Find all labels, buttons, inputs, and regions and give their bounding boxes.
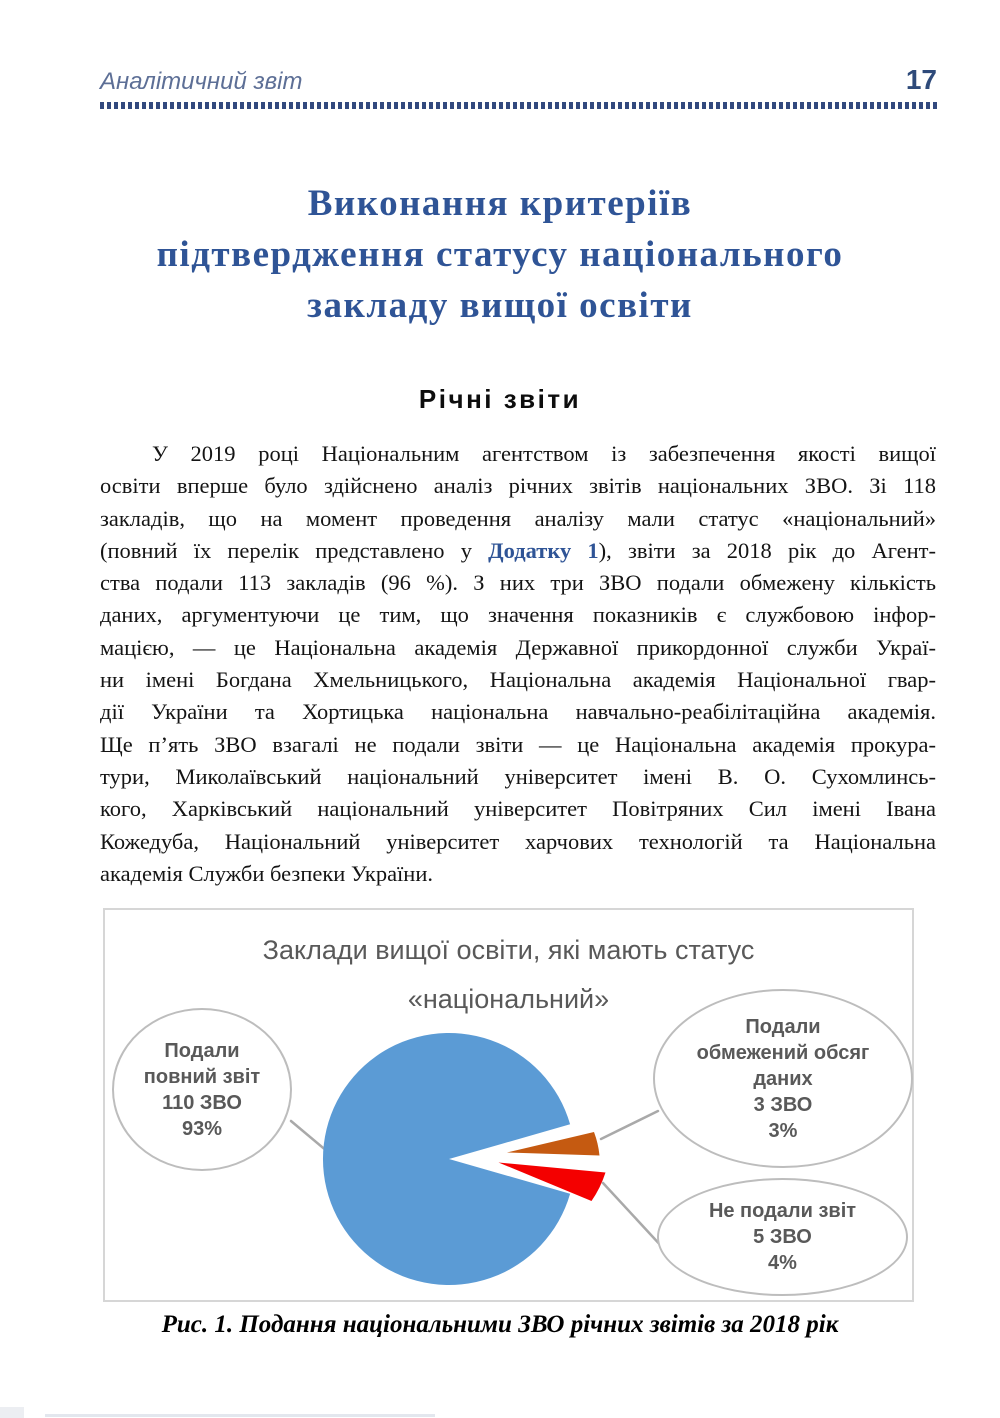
paragraph-text: ), звіти за 2018 рік до Агент- (598, 537, 936, 563)
callout-full-report (112, 1008, 292, 1171)
paragraph-line: академія Служби безпеки України. (100, 860, 434, 886)
page-bottom-rule (45, 1414, 435, 1417)
callout-connector-left (291, 1121, 328, 1152)
callout-no-report (657, 1178, 908, 1296)
page-title (0, 178, 1000, 331)
running-header-title: Аналітичний звіт (100, 68, 303, 95)
figure-caption: Рис. 1. Подання національними ЗВО річних звітів за 2018 рік (161, 1311, 839, 1338)
paragraph-line (100, 535, 936, 567)
page-title-line-2: підтвердження статусу національного (156, 234, 844, 275)
pie-slice-full-report (323, 1033, 570, 1285)
callout-line: 93% (181, 1117, 223, 1140)
callout-line: повний звіт (143, 1065, 261, 1088)
page-title-line-3: закладу вищої освіти (307, 285, 693, 326)
callout-line: 3% (768, 1119, 798, 1142)
callout-line: обмежений обсяг (696, 1041, 870, 1064)
callout-connector-bottom-right (603, 1183, 664, 1249)
figure-box (103, 908, 914, 1302)
chart-title-line-2: «національний» (407, 984, 610, 1014)
section-heading: Річні звіти (418, 384, 582, 414)
paragraph-line: ства подали 113 закладів (96 %). З них три ЗВО подали обмежену кількість (100, 570, 936, 596)
callout-connector-top-right (601, 1111, 658, 1139)
paragraph-line: дії України та Хортицька національна навчально-реабілітаційна академія. (100, 699, 936, 725)
paragraph-line: тури, Миколаївський національний університет імені В. О. Сухомлинсь- (100, 763, 936, 789)
paragraph-line: закладів, що на момент проведення аналізу мали статус «національний» (100, 505, 936, 531)
callout-line: 5 ЗВО (753, 1226, 812, 1248)
callout-line: Не подали звіт (708, 1200, 857, 1222)
appendix-1-link[interactable]: Додатку 1 (488, 537, 599, 563)
paragraph-line: Кожедуба, Національний університет харчових технологій та Національна (100, 828, 936, 854)
paragraph-line: У 2019 році Національним агентством із забезпечення якості вищої (152, 441, 936, 466)
page-bottom-corner-mark (0, 1407, 24, 1418)
paragraph-text: (повний їх перелік представлено у (100, 537, 489, 563)
callout-limited-data (653, 989, 913, 1168)
callout-line: даних (753, 1067, 813, 1090)
header-dotted-rule (100, 102, 938, 109)
callout-line: 4% (768, 1252, 797, 1274)
callout-line: 110 ЗВО (162, 1091, 242, 1114)
page-number: 17 (905, 64, 937, 95)
paragraph-line: мацією, — це Національна академія Державної прикордонної служби Украї- (100, 634, 936, 660)
paragraph-line: даних, аргументуючи це тим, що значення показників є службовою інфор- (100, 602, 936, 628)
page-title-line-1: Виконання критеріїв (307, 183, 693, 224)
callout-line: Подали (745, 1015, 821, 1038)
paragraph-line: кого, Харківський національний університет Повітряних Сил імені Івана (100, 796, 936, 822)
paragraph-line: освіти вперше було здійснено аналіз річних звітів національних ЗВО. Зі 118 (100, 473, 936, 499)
callout-line: Подали (164, 1039, 240, 1062)
paragraph-line: ни імені Богдана Хмельницького, Національна академія Національної гвар- (100, 667, 936, 693)
chart-title-line-1: Заклади вищої освіти, які мають статус (262, 935, 755, 965)
callout-line: 3 ЗВО (753, 1093, 813, 1116)
body-paragraph (100, 438, 936, 890)
paragraph-line: Ще п’ять ЗВО взагалі не подали звіти — це Національна академія прокура- (100, 731, 936, 757)
